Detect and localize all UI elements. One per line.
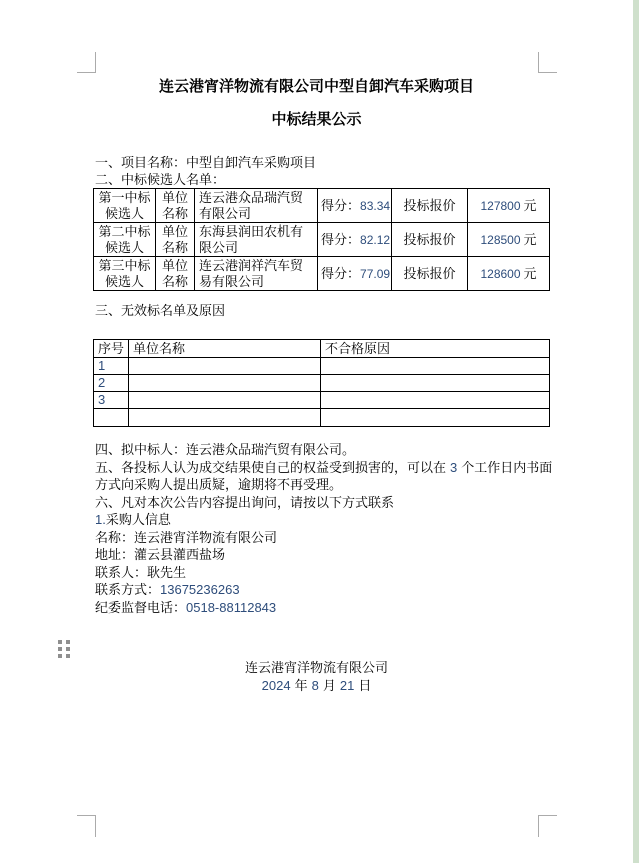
section-6-contact-intro: 六、凡对本次公告内容提出询问，请按以下方式联系 <box>95 494 395 510</box>
contact-phone-value: 13675236263 <box>160 582 240 597</box>
price-unit: 元 <box>523 231 537 247</box>
objection-text-pre: 五、各投标人认为成交结果使自己的权益受到损害的，可以在 <box>95 459 447 475</box>
row-no-cell <box>94 409 129 427</box>
purchaser-address: 地址：灌云县灌西盐场 <box>95 547 226 562</box>
reason-cell <box>321 409 550 427</box>
doc-title: 连云港宵洋物流有限公司中型自卸汽车采购项目 <box>158 78 474 95</box>
rank-cell: 第一中标候选人 <box>94 189 156 223</box>
date-day-unit: 日 <box>358 678 372 693</box>
price-label-cell: 投标报价 <box>392 223 468 257</box>
unit-name-cell <box>129 409 321 427</box>
footer-company-signature: 连云港宵洋物流有限公司 <box>244 660 388 675</box>
price-label-cell: 投标报价 <box>392 189 468 223</box>
handle-dot <box>58 647 62 651</box>
body-paragraphs <box>95 441 553 616</box>
handle-dot <box>66 647 70 651</box>
date-month-unit: 月 <box>322 678 336 693</box>
row-no-cell: 2 <box>94 375 129 392</box>
table-row <box>94 257 550 291</box>
section-3-invalid-bids-heading: 三、无效标名单及原因 <box>95 303 226 318</box>
handle-dot <box>58 640 62 644</box>
table-row <box>94 223 550 257</box>
date-year-unit: 年 <box>294 678 308 693</box>
winners-table <box>93 188 550 291</box>
price-cell <box>468 223 550 257</box>
score-value: 77.09 <box>360 266 391 281</box>
company-cell: 连云港润祥汽车贸易有限公司 <box>195 257 318 291</box>
purchaser-info-heading <box>95 511 547 529</box>
right-edge-strip <box>633 0 639 863</box>
contact-phone-line <box>95 581 547 599</box>
contact-person: 联系人：耿先生 <box>95 564 187 580</box>
supervision-phone-label: 纪委监督电话： <box>95 599 187 615</box>
price-value: 128600 <box>480 266 521 281</box>
date-year: 2024 <box>261 678 291 693</box>
price-cell <box>468 189 550 223</box>
date-day: 21 <box>339 678 355 693</box>
crop-mark-top-right-icon <box>538 52 557 73</box>
section-5-objection-line1 <box>95 459 553 477</box>
header-reason: 不合格原因 <box>321 340 550 358</box>
handle-dot <box>58 654 62 658</box>
unit-name-cell <box>129 392 321 409</box>
unit-label-cell: 单位名称 <box>156 189 195 223</box>
footer-date <box>95 675 538 694</box>
table-row <box>94 392 550 409</box>
section-4-winner-declaration: 四、拟中标人：连云港众品瑞汽贸有限公司。 <box>95 442 356 457</box>
row-no-cell: 1 <box>94 358 129 375</box>
handle-dot <box>66 640 70 644</box>
objection-text-post: 个工作日内书面 <box>461 459 553 475</box>
score-value: 83.34 <box>360 198 391 213</box>
score-cell <box>318 257 392 291</box>
company-cell: 连云港众品瑞汽贸有限公司 <box>195 189 318 223</box>
score-label: 得分： <box>321 265 361 281</box>
rank-cell: 第三中标候选人 <box>94 257 156 291</box>
invalid-bids-table <box>93 339 550 427</box>
table-row <box>94 375 550 392</box>
table-header-row <box>94 340 550 358</box>
score-label: 得分： <box>321 231 361 247</box>
score-value: 82.12 <box>360 232 391 247</box>
score-label: 得分： <box>321 197 361 213</box>
contact-phone-label: 联系方式： <box>95 582 161 597</box>
table-row <box>94 409 550 427</box>
unit-name-cell <box>129 375 321 392</box>
crop-mark-top-left-icon <box>77 52 96 73</box>
reason-cell <box>321 358 550 375</box>
price-unit: 元 <box>523 197 537 213</box>
section-5-objection-line2: 方式向采购人提出质疑，逾期将不再受理。 <box>95 477 343 492</box>
doc-subtitle: 中标结果公示 <box>271 111 362 128</box>
purchaser-name: 名称：连云港宵洋物流有限公司 <box>95 529 278 545</box>
unit-label-cell: 单位名称 <box>156 223 195 257</box>
supervision-phone-line <box>95 599 547 617</box>
paragraph-drag-handle-icon[interactable] <box>58 640 70 658</box>
company-cell: 东海县润田农机有限公司 <box>195 223 318 257</box>
price-unit: 元 <box>523 265 537 281</box>
purchaser-heading-number: 1. <box>95 512 106 527</box>
date-month: 8 <box>311 678 319 693</box>
rank-cell: 第二中标候选人 <box>94 223 156 257</box>
header-unit-name: 单位名称 <box>129 340 321 358</box>
score-cell <box>318 189 392 223</box>
header-no: 序号 <box>94 340 129 358</box>
section-2-candidates-heading: 二、中标候选人名单： <box>95 172 226 187</box>
crop-mark-bottom-left-icon <box>77 815 96 837</box>
section-1-project-name: 一、项目名称：中型自卸汽车采购项目 <box>95 155 317 170</box>
price-value: 127800 <box>480 198 521 213</box>
supervision-phone-value: 0518-88112843 <box>186 599 277 615</box>
price-value: 128500 <box>480 232 521 247</box>
price-label-cell: 投标报价 <box>392 257 468 291</box>
reason-cell <box>321 375 550 392</box>
table-row <box>94 358 550 375</box>
purchaser-heading-text: 采购人信息 <box>105 512 171 527</box>
row-no-cell: 3 <box>94 392 129 409</box>
unit-label-cell: 单位名称 <box>156 257 195 291</box>
table-row <box>94 189 550 223</box>
unit-name-cell <box>129 358 321 375</box>
crop-mark-bottom-right-icon <box>538 815 557 837</box>
score-cell <box>318 223 392 257</box>
handle-dot <box>66 654 70 658</box>
price-cell <box>468 257 550 291</box>
objection-days: 3 <box>450 459 458 475</box>
reason-cell <box>321 392 550 409</box>
